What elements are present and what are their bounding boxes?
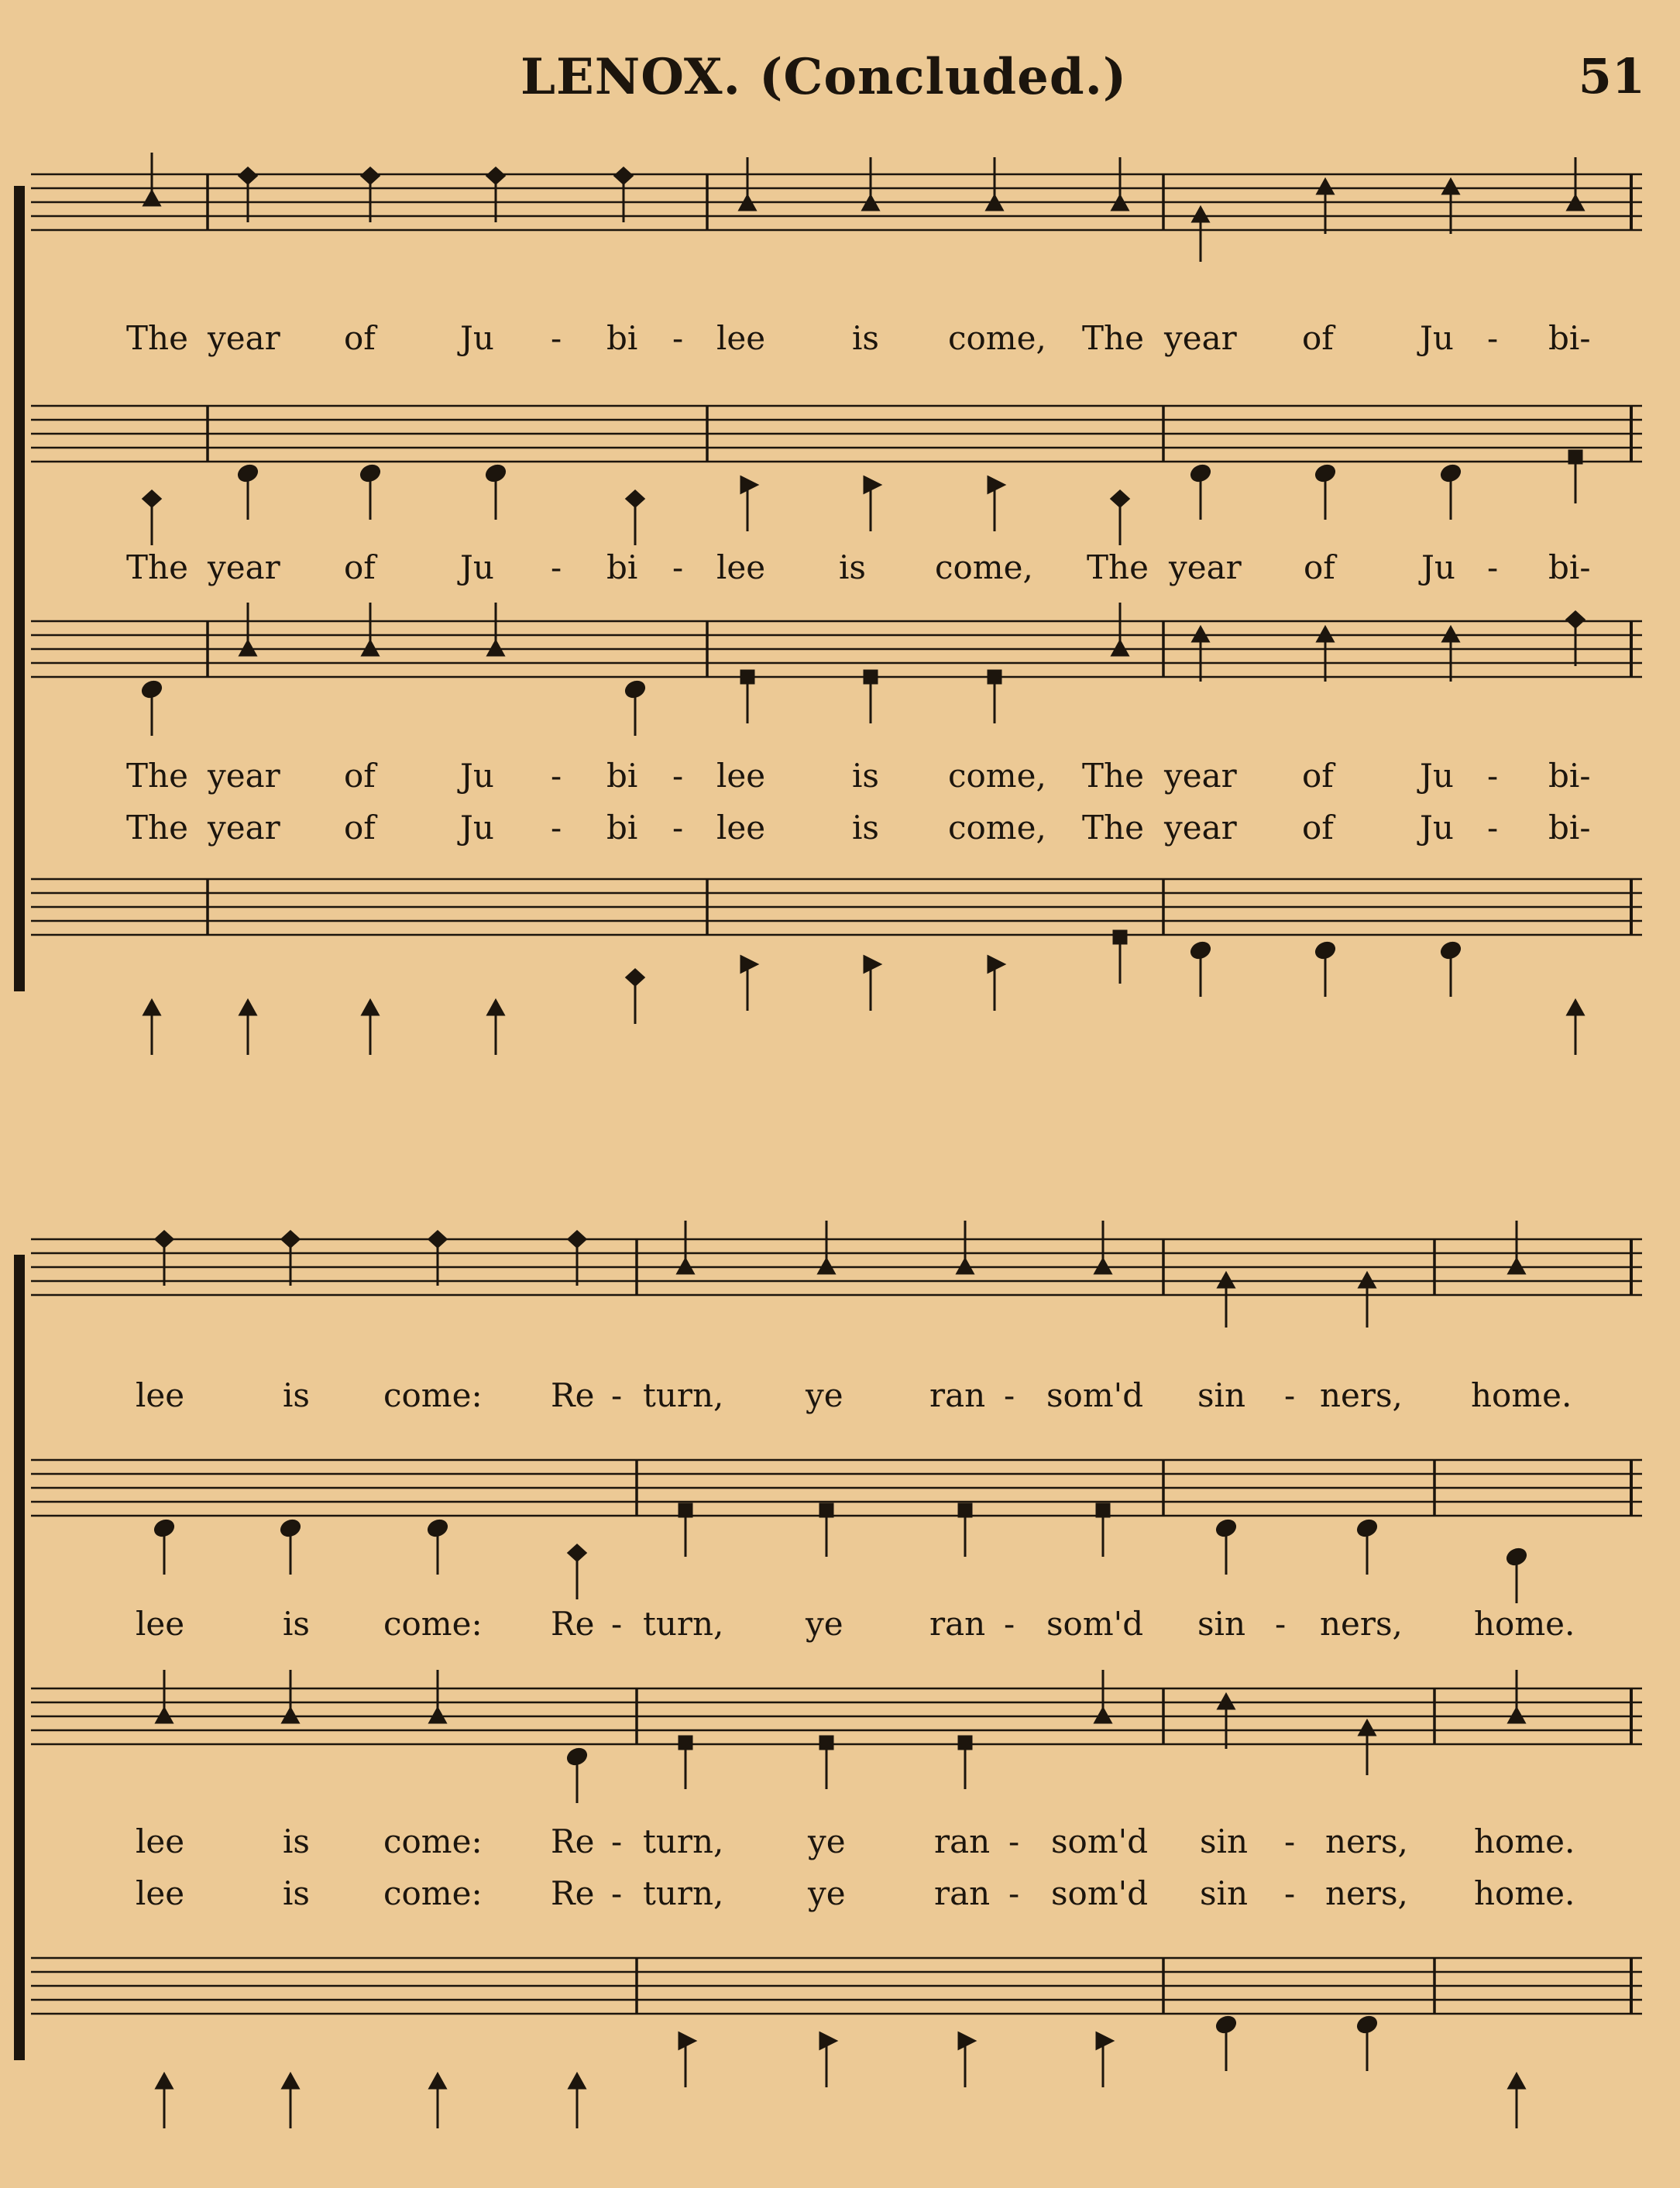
lyric-word: is xyxy=(839,548,866,586)
lyric-word: lee xyxy=(716,809,766,847)
page-number: 51 xyxy=(1578,48,1645,105)
lyric-word: home. xyxy=(1474,1822,1575,1860)
lyric-word: Re xyxy=(551,1376,595,1414)
note xyxy=(959,2033,974,2087)
note xyxy=(1097,2033,1112,2087)
lyric-word: som'd xyxy=(1046,1605,1144,1643)
lyric-word: is xyxy=(852,757,879,795)
lyric-word: year xyxy=(1164,809,1237,847)
note xyxy=(1097,1504,1109,1557)
lyric-word: The xyxy=(1087,548,1149,586)
lyric-word: - xyxy=(1004,1605,1015,1643)
lyric-word: Re xyxy=(551,1605,595,1643)
lyric-word: is xyxy=(852,809,879,847)
lyric-word: The xyxy=(1082,809,1144,847)
note xyxy=(282,1231,299,1286)
note xyxy=(426,1518,448,1575)
lyric-word: home. xyxy=(1474,1874,1575,1912)
lyric-word: bi xyxy=(606,757,638,795)
note-head xyxy=(1097,2033,1112,2049)
lyric-word: - xyxy=(611,1376,623,1414)
lyric-word: of xyxy=(1302,809,1334,847)
lyric-word: Re xyxy=(551,1822,595,1860)
lyric-word: turn, xyxy=(643,1822,724,1860)
lyric-word: year xyxy=(208,548,280,586)
note xyxy=(1505,1547,1527,1603)
note xyxy=(819,1221,834,1273)
lyric-word: bi- xyxy=(1548,757,1591,795)
note xyxy=(569,2074,585,2128)
lyric-word: is xyxy=(283,1605,310,1643)
note xyxy=(679,1736,692,1789)
note xyxy=(1359,1721,1375,1775)
lyric-word: sin xyxy=(1200,1822,1249,1860)
lyric-word: of xyxy=(344,319,376,357)
lyric-word: ye xyxy=(808,1822,846,1860)
lyric-word: The xyxy=(126,319,188,357)
lyric-word: home. xyxy=(1474,1605,1575,1643)
lyric-word: come, xyxy=(948,319,1046,357)
lyric-word: - xyxy=(551,809,562,847)
lyric-word: The xyxy=(1082,757,1144,795)
note xyxy=(430,1670,445,1723)
lyric-word: - xyxy=(1487,319,1499,357)
lyric-word: of xyxy=(1304,548,1335,586)
note xyxy=(1355,1518,1378,1575)
lyric-word: ran xyxy=(929,1376,986,1414)
note-head xyxy=(679,2033,695,2049)
lyric-word: is xyxy=(283,1874,310,1912)
lyric-word: come, xyxy=(948,757,1046,795)
lyric-word: Ju xyxy=(1420,757,1454,795)
note xyxy=(569,1545,586,1599)
lyric-word: come: xyxy=(383,1874,483,1912)
lyric-word: bi- xyxy=(1548,319,1591,357)
lyric-word: Ju xyxy=(1420,809,1454,847)
lyric-word: year xyxy=(208,809,280,847)
note-head xyxy=(820,2033,836,2049)
note xyxy=(820,1504,833,1557)
note xyxy=(679,2033,695,2087)
lyric-word: ners, xyxy=(1325,1874,1408,1912)
lyric-word: home. xyxy=(1471,1376,1572,1414)
lyric-word: of xyxy=(344,548,376,586)
lyric-word: bi xyxy=(606,809,638,847)
note xyxy=(1214,1518,1237,1575)
lyric-word: of xyxy=(344,757,376,795)
lyric-word: - xyxy=(672,319,684,357)
lyric-word: is xyxy=(852,319,879,357)
note xyxy=(678,1221,693,1273)
lyric-word: - xyxy=(551,757,562,795)
note xyxy=(959,1736,971,1789)
note xyxy=(1218,1273,1234,1328)
note xyxy=(153,1518,175,1575)
note xyxy=(1095,1670,1111,1723)
lyric-word: bi- xyxy=(1548,809,1591,847)
lyric-word: - xyxy=(1284,1874,1296,1912)
lyric-word: ran xyxy=(934,1822,991,1860)
lyric-word: lee xyxy=(716,319,766,357)
note xyxy=(1214,2015,1237,2071)
staff xyxy=(31,1239,1642,1295)
note xyxy=(569,1231,586,1286)
lyric-word: som'd xyxy=(1046,1376,1144,1414)
lyric-word: Ju xyxy=(1420,319,1454,357)
lyric-word: som'd xyxy=(1051,1874,1149,1912)
lyric-word: - xyxy=(1004,1376,1015,1414)
lyric-word: - xyxy=(551,319,562,357)
lyric-word: - xyxy=(1275,1605,1287,1643)
note xyxy=(283,1670,298,1723)
lyric-word: - xyxy=(1487,548,1499,586)
note xyxy=(156,1231,173,1286)
lyric-word: - xyxy=(672,809,684,847)
lyric-word: ye xyxy=(806,1376,843,1414)
lyric-word: - xyxy=(1284,1822,1296,1860)
lyric-word: year xyxy=(1169,548,1242,586)
lyric-word: turn, xyxy=(643,1376,724,1414)
lyric-word: come, xyxy=(935,548,1033,586)
lyric-word: The xyxy=(126,548,188,586)
staff xyxy=(31,1460,1642,1516)
lyric-word: is xyxy=(283,1822,310,1860)
note xyxy=(156,1670,172,1723)
system-brace xyxy=(14,1255,25,2060)
lyric-word: of xyxy=(1302,319,1334,357)
note xyxy=(565,1747,588,1803)
lyric-word: come, xyxy=(948,809,1046,847)
lyric-word: year xyxy=(1164,757,1237,795)
note xyxy=(679,1504,692,1557)
lyric-word: Ju xyxy=(460,319,494,357)
lyric-word: lee xyxy=(136,1874,185,1912)
lyric-word: Re xyxy=(551,1874,595,1912)
lyric-word: The xyxy=(126,757,188,795)
lyric-word: bi- xyxy=(1548,548,1591,586)
note xyxy=(820,1736,833,1789)
lyric-word: - xyxy=(1008,1874,1020,1912)
lyric-word: sin xyxy=(1197,1376,1246,1414)
lyric-word: - xyxy=(1487,809,1499,847)
lyric-word: - xyxy=(611,1874,623,1912)
note xyxy=(156,2074,172,2128)
lyric-word: - xyxy=(611,1822,623,1860)
staff xyxy=(31,1688,1642,1744)
lyric-word: - xyxy=(611,1605,623,1643)
staff xyxy=(31,1958,1642,2014)
lyric-word: of xyxy=(1302,757,1334,795)
note xyxy=(1509,1670,1524,1723)
lyric-word: ran xyxy=(934,1874,991,1912)
lyric-word: - xyxy=(672,548,684,586)
lyric-word: - xyxy=(551,548,562,586)
lyric-word: sin xyxy=(1197,1605,1246,1643)
lyric-word: come: xyxy=(383,1376,483,1414)
lyric-word: of xyxy=(344,809,376,847)
lyric-word: lee xyxy=(136,1605,185,1643)
lyric-word: ners, xyxy=(1325,1822,1408,1860)
lyric-word: year xyxy=(208,319,280,357)
lyric-word: lee xyxy=(136,1822,185,1860)
lyric-word: come: xyxy=(383,1605,483,1643)
lyric-word: is xyxy=(283,1376,310,1414)
lyric-word: year xyxy=(208,757,280,795)
lyric-word: bi xyxy=(606,548,638,586)
lyric-word: turn, xyxy=(643,1605,724,1643)
lyric-word: lee xyxy=(136,1376,185,1414)
note xyxy=(430,2074,445,2128)
note xyxy=(959,1504,971,1557)
lyric-word: The xyxy=(1082,319,1144,357)
lyric-word: lee xyxy=(716,757,766,795)
note-head xyxy=(959,2033,974,2049)
note xyxy=(429,1231,446,1286)
lyric-word: ran xyxy=(929,1605,986,1643)
note xyxy=(1218,1695,1234,1749)
lyric-word: bi xyxy=(606,319,638,357)
lyric-word: Ju xyxy=(460,757,494,795)
lyric-word: come: xyxy=(383,1822,483,1860)
lyric-word: som'd xyxy=(1051,1822,1149,1860)
lyric-word: - xyxy=(1487,757,1499,795)
lyric-word: ners, xyxy=(1320,1376,1403,1414)
note xyxy=(957,1221,973,1273)
lyric-word: sin xyxy=(1200,1874,1249,1912)
lyric-word: Ju xyxy=(1421,548,1455,586)
lyric-word: - xyxy=(1008,1822,1020,1860)
lyric-word: year xyxy=(1164,319,1237,357)
note xyxy=(1095,1221,1111,1273)
hymn-title: LENOX. (Concluded.) xyxy=(520,48,1128,106)
note xyxy=(279,1518,301,1575)
lyric-word: ners, xyxy=(1320,1605,1403,1643)
note xyxy=(1355,2015,1378,2071)
note xyxy=(1509,1221,1524,1273)
lyric-word: - xyxy=(1284,1376,1296,1414)
note xyxy=(820,2033,836,2087)
lyric-word: ye xyxy=(806,1605,843,1643)
lyric-word: lee xyxy=(716,548,766,586)
note xyxy=(283,2074,298,2128)
lyric-word: ye xyxy=(808,1874,846,1912)
note xyxy=(1359,1273,1375,1328)
lyric-word: Ju xyxy=(460,548,494,586)
lyric-word: The xyxy=(126,809,188,847)
note xyxy=(1509,2074,1524,2128)
lyric-word: - xyxy=(672,757,684,795)
lyric-word: turn, xyxy=(643,1874,724,1912)
lyric-word: Ju xyxy=(460,809,494,847)
